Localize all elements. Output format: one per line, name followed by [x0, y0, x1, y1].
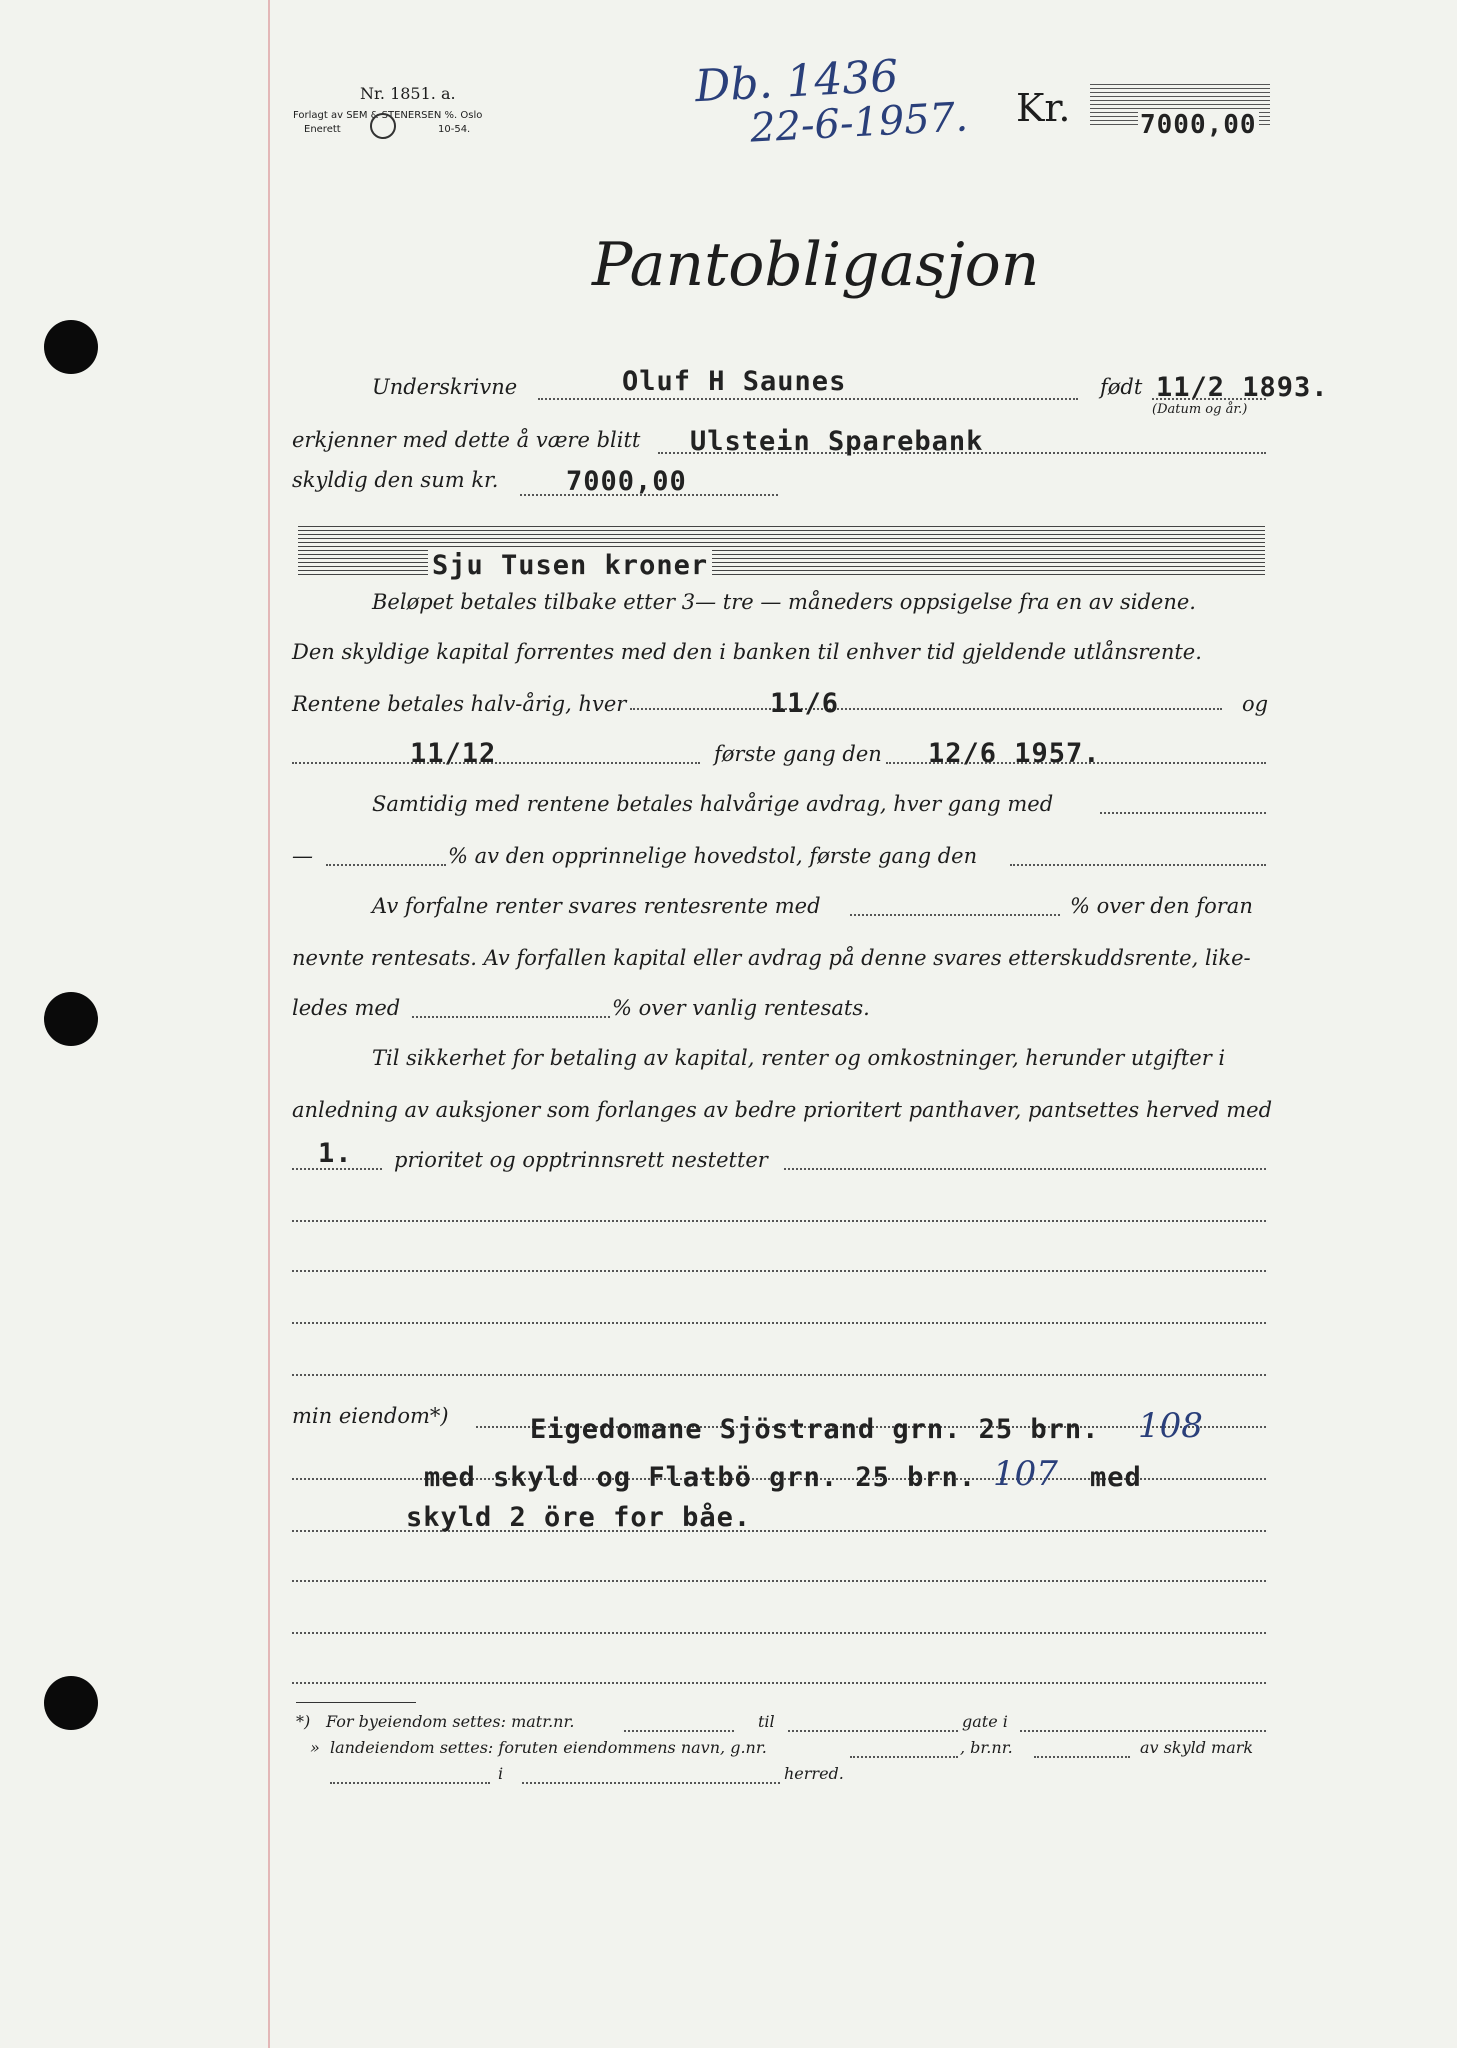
footnote-rural-label: landeiendom settes: foruten eiendommens navn, g.nr.: [330, 1738, 767, 1757]
property-label: min eiendom*): [292, 1404, 449, 1428]
auction-clause: anledning av auksjoner som forlanges av bedre prioritert panthaver, pantsettes herved med: [292, 1098, 1273, 1122]
born-label: født: [1100, 375, 1143, 399]
handwritten-reference: Db. 1436: [693, 50, 900, 113]
footnote-herred: herred.: [784, 1764, 844, 1783]
owe-label: skyldig den sum kr.: [292, 468, 499, 492]
repayment-clause: Beløpet betales tilbake etter 3— tre — måneders oppsigelse fra en av sidene.: [372, 590, 1196, 614]
footnote-star: *): [296, 1712, 311, 1731]
footnote-rural-skyld: av skyld mark: [1140, 1738, 1254, 1757]
creditor-value: Ulstein Sparebank: [690, 426, 984, 457]
property-line-2: med skyld og Flatbö grn. 25 brn.: [424, 1462, 977, 1493]
publisher-date: 10-54.: [438, 124, 471, 135]
interest-clause: Den skyldige kapital forrentes med den i banken til enhver tid gjeldende utlånsrente.: [292, 640, 1202, 664]
punch-hole: [44, 992, 98, 1046]
publisher-enerett: Enerett: [304, 124, 341, 135]
footnote-ditto-mark: »: [310, 1738, 320, 1757]
property-line-1: Eigedomane Sjöstrand grn. 25 brn.: [530, 1414, 1100, 1445]
late-interest-clause: nevnte rentesats. Av forfallen kapital eller avdrag på denne svares etterskuddsrente, like-: [292, 946, 1251, 970]
kr-label: Kr.: [1016, 86, 1071, 130]
form-number: Nr. 1851. a.: [360, 84, 456, 103]
kr-amount: 7000,00: [1140, 110, 1257, 140]
undersigned-label: Underskrivne: [372, 375, 518, 399]
interest-date-1: 11/6: [770, 688, 840, 719]
priority-clause: prioritet og opptrinnsrett nestetter: [394, 1148, 768, 1172]
interest-terms-and: og: [1242, 692, 1269, 716]
footnote-city-label: For byeiendom settes: matr.nr.: [326, 1712, 575, 1731]
publisher-line: Forlagt av SEM & STENERSEN %. Oslo: [293, 110, 483, 121]
footnote-city-gate: gate i: [962, 1712, 1008, 1731]
priority-value: 1.: [318, 1138, 353, 1169]
footnote-rural-brnr: , br.nr.: [960, 1738, 1013, 1757]
undersigned-value: Oluf H Saunes: [622, 366, 847, 397]
acknowledge-label: erkjenner med dette å være blitt: [292, 428, 641, 452]
late-rate-label: ledes med: [292, 996, 401, 1020]
security-clause: Til sikkerhet for betaling av kapital, renter og omkostninger, herunder utgifter i: [372, 1046, 1226, 1070]
punch-hole: [44, 320, 98, 374]
footnote-i: i: [498, 1764, 504, 1783]
owe-value: 7000,00: [566, 466, 687, 497]
installment-dash: —: [292, 844, 313, 868]
interest-terms-label: Rentene betales halv-årig, hver: [292, 692, 627, 716]
footnote-city-til: til: [758, 1712, 775, 1731]
publisher-logo-icon: [370, 113, 396, 139]
born-hint: (Datum og år.): [1152, 402, 1248, 417]
property-line-2-end: med: [1090, 1462, 1142, 1493]
first-payment-date: 12/6 1957.: [928, 738, 1101, 769]
late-rate-suffix: % over vanlig rentesats.: [612, 996, 870, 1020]
amount-words: Sju Tusen kroner: [428, 550, 712, 581]
margin-rule: [268, 0, 270, 2048]
installment-percent-clause: % av den opprinnelige hovedstol, første gang den: [448, 844, 978, 868]
compound-interest-label: Av forfalne renter svares rentesrente med: [372, 894, 821, 918]
first-payment-label: første gang den: [714, 742, 882, 766]
page-title: Pantobligasjon: [592, 230, 1040, 300]
punch-hole: [44, 1676, 98, 1730]
handwritten-date: 22-6-1957.: [748, 94, 969, 152]
property-line-3: skyld 2 öre for båe.: [406, 1502, 752, 1533]
compound-interest-suffix: % over den foran: [1070, 894, 1253, 918]
born-value: 11/2 1893.: [1156, 372, 1329, 403]
property-number-2: 107: [993, 1454, 1058, 1494]
installment-clause: Samtidig med rentene betales halvårige avdrag, hver gang med: [372, 792, 1054, 816]
interest-date-2: 11/12: [410, 738, 497, 769]
property-number-1: 108: [1138, 1406, 1203, 1446]
